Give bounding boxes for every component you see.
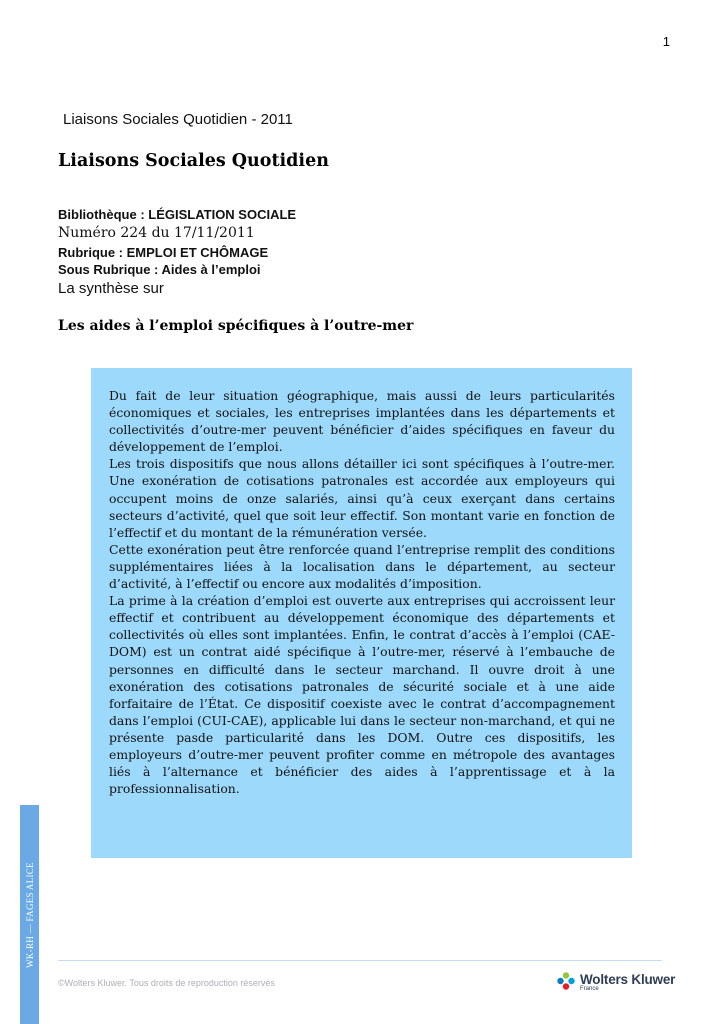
- synthese-label: La synthèse sur: [58, 280, 164, 297]
- side-label: WK-RH — FAGES ALICE: [24, 861, 35, 968]
- article-title: Les aides à l’emploi spécifiques à l’outre-mer: [58, 318, 414, 334]
- bibliotheque-label: Bibliothèque : LÉGISLATION SOCIALE: [58, 207, 297, 222]
- summary-paragraph: Du fait de leur situation géographique, mais aussi de leurs particularités économiques et sociales, les entreprises implantées dans les départements et collectivités d’outre-mer peuvent bénéficier d’aides spécifiques en faveur du développement de l’emploi.: [109, 388, 615, 455]
- summary-paragraph: Cette exonération peut être renforcée quand l’entreprise remplit des conditions supplémentaires liées à la localisation dans le département, au secteur d’activité, à l’effectif ou encore aux modalités d’imposition.: [109, 541, 615, 592]
- sous-rubrique-label: Sous Rubrique : Aides à l’emploi: [58, 262, 261, 277]
- footer-copyright: ©Wolters Kluwer. Tous droits de reproduction réservés: [58, 978, 275, 988]
- issue-number: Numéro 224 du 17/11/2011: [58, 225, 255, 241]
- brand-name: Wolters Kluwer: [580, 972, 676, 987]
- page-number: 1: [662, 34, 670, 49]
- summary-paragraph: La prime à la création d’emploi est ouverte aux entreprises qui accroissent leur effectif et contribuent au développement économique des départements et collectivités où elles sont implantées. Enfin, le contrat d’accès à l’emploi (CAE-DOM) est un contrat aidé spécifique à l’outre-mer, réservé à l’embauche de personnes en difficulté dans le secteur marchand. Il ouvre droit à une exonération des cotisations patronales de sécurité sociale et à une aide forfaitaire de l’État. Ce dispositif coexiste avec le contrat d’accompagnement dans l’emploi (CUI-CAE), applicable lui dans le secteur non-marchand, et qui ne présente pasde particularité dans les DOM. Outre ces dispositifs, les employeurs d’outre-mer peuvent profiter comme en métropole des avantages liés à l’alternance et bénéficier des aides à l’apprentissage et à la professionnalisation.: [109, 593, 615, 797]
- wolters-kluwer-logo-icon: [556, 971, 576, 991]
- summary-box: [91, 368, 632, 858]
- brand-country: France: [580, 986, 599, 992]
- rubrique-label: Rubrique : EMPLOI ET CHÔMAGE: [58, 245, 269, 260]
- summary-paragraph: Les trois dispositifs que nous allons détailler ici sont spécifiques à l’outre-mer. Une exonération de cotisations patronales est accordée aux employeurs qui occupent moins de onze salariés, ainsi qu’à ceux exerçant dans certains secteurs d’activité, quel que soit leur effectif. Son montant varie en fonction de l’effectif et du montant de la rémunération versée.: [109, 456, 615, 540]
- side-strip: [20, 805, 39, 1024]
- publication-line: Liaisons Sociales Quotidien - 2011: [63, 111, 293, 128]
- document-title: Liaisons Sociales Quotidien: [58, 151, 329, 171]
- footer-divider: [58, 960, 662, 961]
